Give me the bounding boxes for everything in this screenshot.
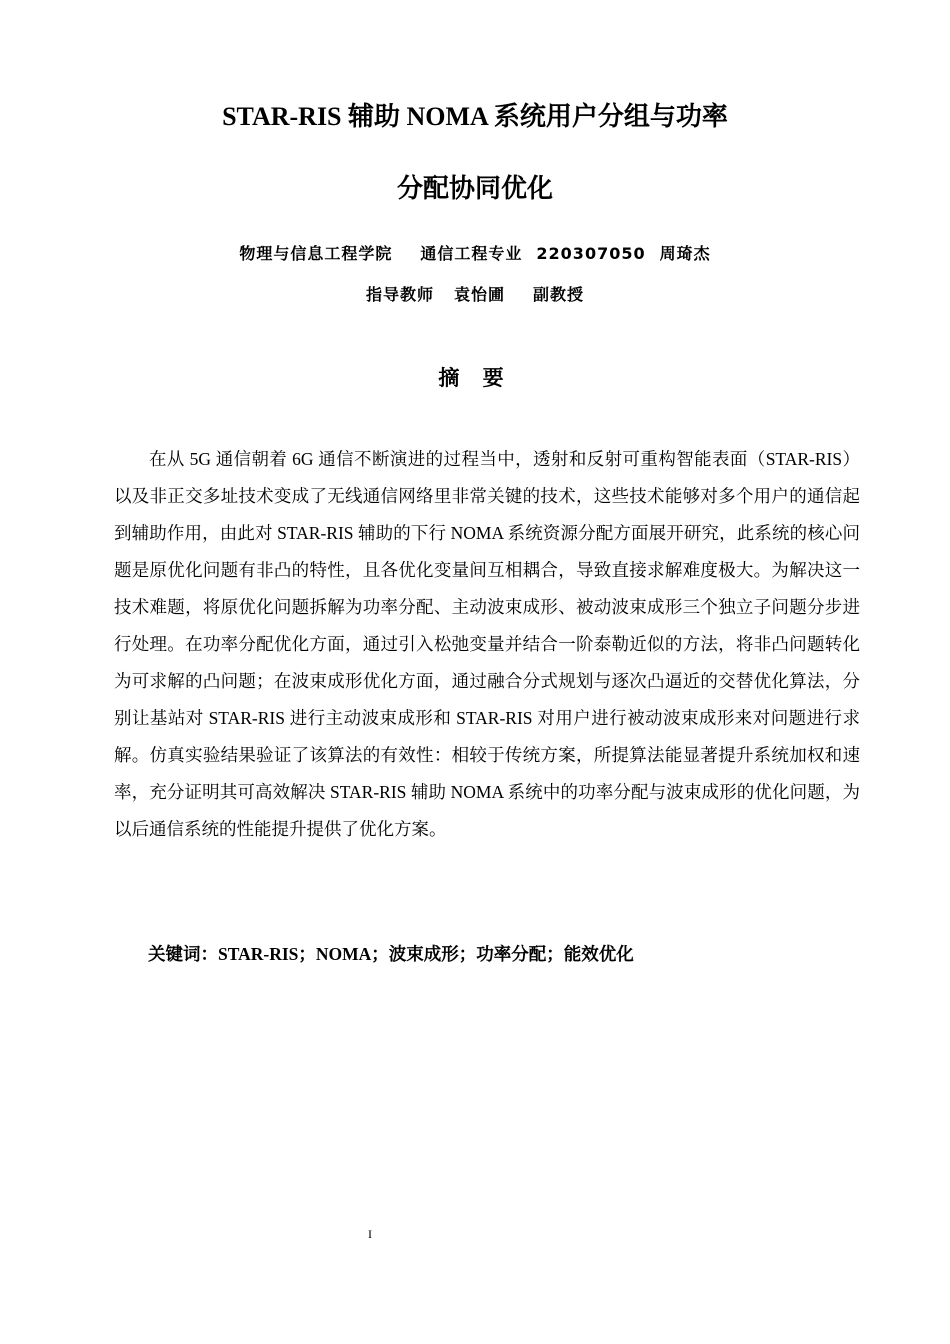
- keywords: 关键词：STAR-RIS；NOMA；波束成形；功率分配；能效优化: [148, 944, 634, 964]
- advisor-label: 指导教师: [365, 285, 434, 304]
- student-id: 220307050: [536, 244, 646, 263]
- page-number: I: [368, 1227, 372, 1241]
- author-info-line: [0, 243, 950, 265]
- major-name: 通信工程专业: [420, 244, 523, 263]
- paper-title-line-2: 分配协同优化: [396, 174, 553, 203]
- advisor-name: 袁怡圃: [453, 285, 505, 304]
- paper-title-line-1: STAR-RIS 辅助 NOMA 系统用户分组与功率: [222, 102, 728, 131]
- school-name: 物理与信息工程学院: [239, 244, 393, 263]
- advisor-title: 副教授: [533, 285, 585, 304]
- author-name: 周琦杰: [659, 244, 711, 263]
- abstract-body: 在从 5G 通信朝着 6G 通信不断演进的过程当中，透射和反射可重构智能表面（STAR-RIS）以及非正交多址技术变成了无线通信网络里非常关键的技术，这些技术能够对多个用户的通信起到辅助作用，由此对 STAR-RIS 辅助的下行 NOMA 系统资源分配方面展开研究，此系统的核心问题是原优化问题有非凸的特性，且各优化变量间互相耦合，导致直接求解难度极大。为解决这一技术难题，将原优化问题拆解为功率分配、主动波束成形、被动波束成形三个独立子问题分步进行处理。在功率分配优化方面，通过引入松弛变量并结合一阶泰勒近似的方法，将非凸问题转化为可求解的凸问题；在波束成形优化方面，通过融合分式规划与逐次凸逼近的交替优化算法，分别让基站对 STAR-RIS 进行主动波束成形和 STAR-RIS 对用户进行被动波束成形来对问题进行求解。仿真实验结果验证了该算法的有效性：相较于传统方案，所提算法能显著提升系统加权和速率，充分证明其可高效解决 STAR-RIS 辅助 NOMA 系统中的功率分配与波束成形的优化问题，为以后通信系统的性能提升提供了优化方案。: [114, 449, 860, 839]
- advisor-info-line: [0, 284, 950, 306]
- abstract-heading: 摘 要: [438, 366, 512, 390]
